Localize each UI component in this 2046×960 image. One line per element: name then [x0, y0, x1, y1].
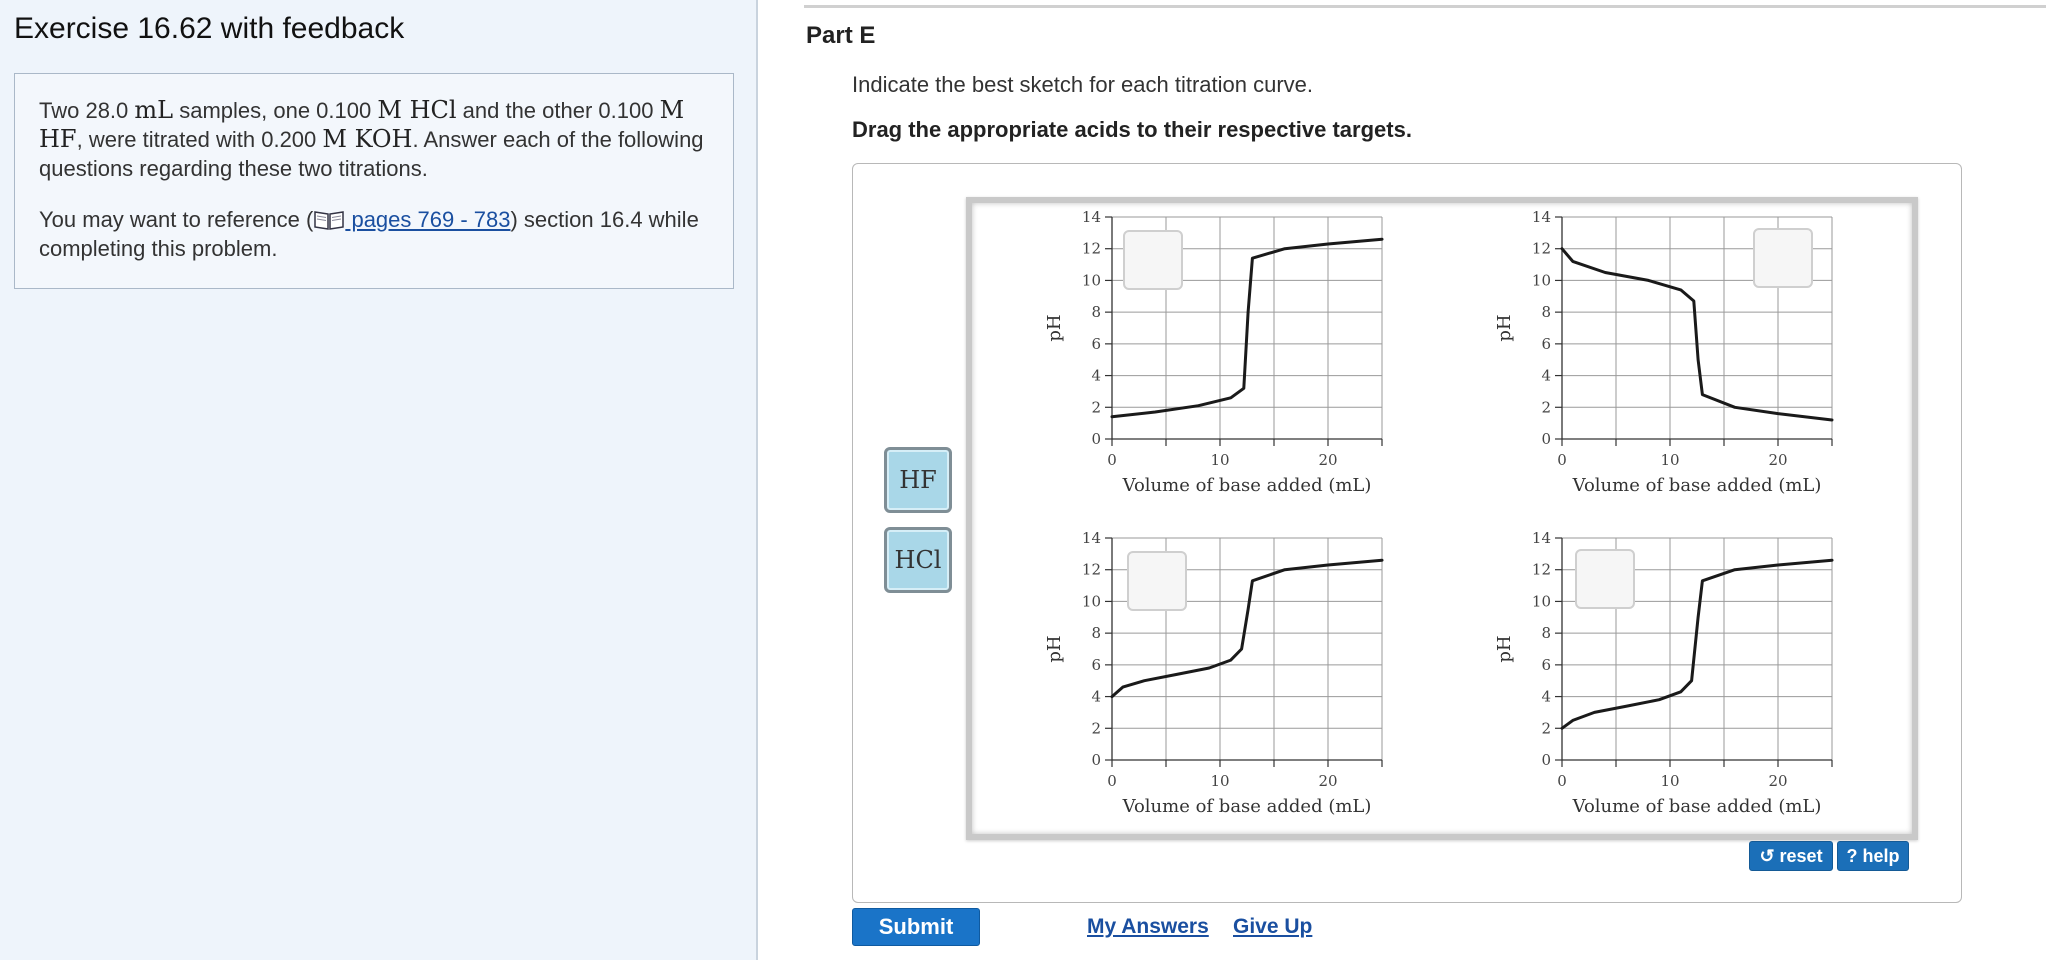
- instruction-text: Indicate the best sketch for each titration curve.: [852, 72, 1314, 97]
- y-tick-label: 14: [1081, 529, 1101, 547]
- y-tick-label: 8: [1091, 624, 1101, 643]
- give-up-link[interactable]: Give Up: [1233, 915, 1313, 938]
- y-tick-label: 0: [1091, 751, 1101, 769]
- y-tick-label: 12: [1081, 239, 1101, 258]
- y-axis-label: pH: [1494, 314, 1515, 342]
- y-tick-label: 6: [1091, 334, 1101, 353]
- text-segment: Two 28.0: [39, 98, 129, 123]
- y-tick-label: 6: [1541, 334, 1551, 353]
- titration-graphs: [972, 203, 1912, 834]
- y-tick-label: 12: [1081, 560, 1101, 579]
- part-title: Part E: [806, 22, 876, 49]
- help-label: help: [1862, 845, 1900, 866]
- submit-button[interactable]: Submit: [852, 908, 980, 946]
- y-axis-label: pH: [1044, 314, 1065, 342]
- titration-graphs-panel: [966, 197, 1918, 840]
- x-axis-label: Volume of base added (mL): [1122, 475, 1372, 496]
- x-axis-label: Volume of base added (mL): [1572, 475, 1822, 496]
- divider: [804, 5, 2046, 8]
- y-tick-label: 8: [1541, 624, 1551, 643]
- draggable-tile-hcl[interactable]: HCl: [884, 527, 952, 593]
- drop-target[interactable]: [1128, 552, 1186, 610]
- help-icon: ?: [1846, 845, 1858, 866]
- text-segment: You may want to reference (: [39, 207, 314, 232]
- y-tick-label: 14: [1531, 529, 1551, 547]
- y-tick-label: 10: [1081, 592, 1101, 611]
- drop-target[interactable]: [1576, 550, 1634, 608]
- y-tick-label: 8: [1091, 303, 1101, 322]
- y-tick-label: 4: [1091, 687, 1101, 706]
- y-tick-label: 4: [1541, 366, 1551, 385]
- y-tick-label: 2: [1541, 719, 1551, 738]
- x-tick-label: 20: [1768, 451, 1788, 469]
- y-tick-label: 2: [1091, 719, 1101, 738]
- titration-chart: [1044, 208, 1382, 496]
- y-tick-label: 12: [1531, 560, 1551, 579]
- y-tick-label: 6: [1541, 655, 1551, 674]
- math-formula: M HCl: [377, 96, 457, 124]
- titration-chart: [1494, 208, 1832, 496]
- y-tick-label: 12: [1531, 239, 1551, 258]
- x-tick-label: 10: [1210, 451, 1230, 469]
- reference-link-text[interactable]: pages 769 - 783: [345, 207, 511, 232]
- y-tick-label: 4: [1091, 366, 1101, 385]
- reset-button[interactable]: [1749, 841, 1833, 871]
- reset-icon: ↺: [1759, 845, 1775, 866]
- drop-target[interactable]: [1124, 231, 1182, 289]
- text-segment: , were titrated with 0.200: [76, 127, 323, 152]
- titration-chart: [1044, 529, 1382, 817]
- reset-label: reset: [1779, 845, 1823, 866]
- text-segment: . Answer each of the following questions regarding these two titrations.: [39, 127, 704, 181]
- x-tick-label: 10: [1660, 772, 1680, 790]
- exercise-title: Exercise 16.62 with feedback: [14, 12, 405, 45]
- x-tick-label: 10: [1210, 772, 1230, 790]
- text-segment: and the other 0.100: [456, 98, 654, 123]
- my-answers-link[interactable]: My Answers: [1087, 915, 1209, 938]
- textbook-reference-link[interactable]: [313, 207, 510, 232]
- drag-drop-workspace: [852, 163, 1962, 903]
- y-tick-label: 8: [1541, 303, 1551, 322]
- titration-chart: [1494, 529, 1832, 817]
- problem-panel: [0, 0, 758, 960]
- math-unit: mL: [134, 96, 174, 124]
- x-axis-label: Volume of base added (mL): [1572, 796, 1822, 817]
- y-tick-label: 14: [1531, 208, 1551, 226]
- problem-text: [39, 96, 709, 183]
- text-segment: samples, one 0.100: [173, 98, 378, 123]
- y-tick-label: 4: [1541, 687, 1551, 706]
- y-tick-label: 2: [1091, 398, 1101, 417]
- x-tick-label: 0: [1557, 772, 1567, 790]
- x-tick-label: 0: [1107, 451, 1117, 469]
- y-tick-label: 0: [1541, 751, 1551, 769]
- x-tick-label: 10: [1660, 451, 1680, 469]
- y-tick-label: 10: [1531, 271, 1551, 290]
- y-axis-label: pH: [1044, 635, 1065, 663]
- x-tick-label: 20: [1318, 451, 1338, 469]
- y-tick-label: 10: [1081, 271, 1101, 290]
- x-tick-label: 0: [1557, 451, 1567, 469]
- draggable-tile-hf[interactable]: HF: [884, 447, 952, 513]
- y-tick-label: 10: [1531, 592, 1551, 611]
- x-tick-label: 20: [1768, 772, 1788, 790]
- x-tick-label: 0: [1107, 772, 1117, 790]
- drag-instruction: Drag the appropriate acids to their respective targets.: [852, 117, 1412, 142]
- y-tick-label: 2: [1541, 398, 1551, 417]
- answer-panel: [760, 0, 2046, 960]
- math-formula: M KOH: [322, 125, 413, 153]
- y-tick-label: 0: [1091, 430, 1101, 448]
- help-button[interactable]: [1837, 841, 1909, 871]
- y-axis-label: pH: [1494, 635, 1515, 663]
- text-segment: ) section 16.4 while completing this problem.: [39, 207, 699, 261]
- x-tick-label: 20: [1318, 772, 1338, 790]
- y-tick-label: 6: [1091, 655, 1101, 674]
- drop-target[interactable]: [1754, 229, 1812, 287]
- math-formula: M HF: [39, 96, 685, 153]
- x-axis-label: Volume of base added (mL): [1122, 796, 1372, 817]
- y-tick-label: 0: [1541, 430, 1551, 448]
- y-tick-label: 14: [1081, 208, 1101, 226]
- reference-text: [39, 205, 709, 263]
- book-icon: [313, 209, 345, 231]
- problem-statement: [14, 73, 734, 289]
